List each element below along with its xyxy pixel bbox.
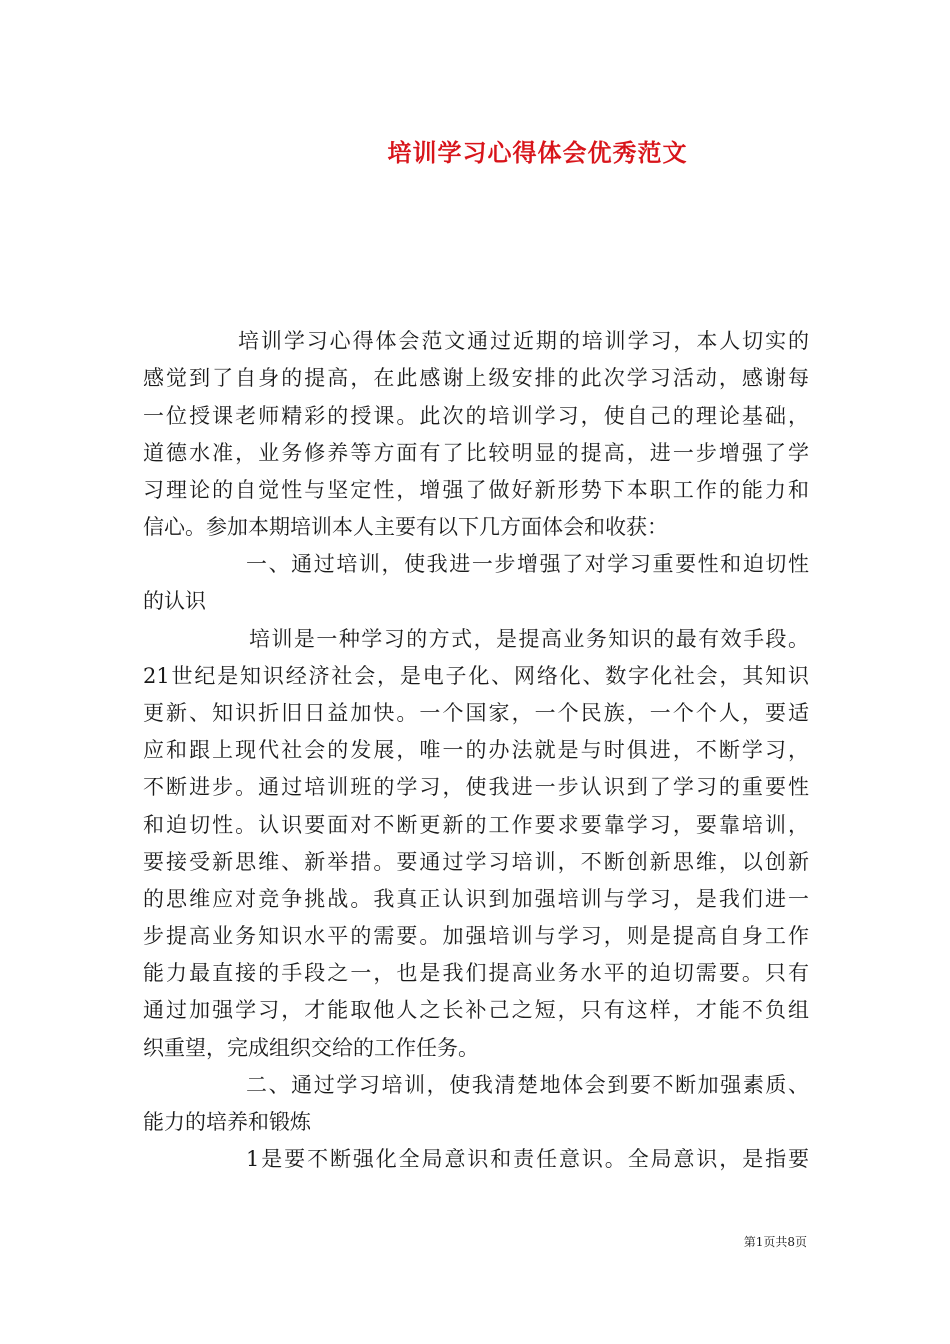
paragraph-line: 信心。参加本期培训本人主要有以下几方面体会和收获：	[143, 515, 668, 539]
paragraph-line: 一位授课老师精彩的授课。此次的培训学习，使自己的理论基础，	[143, 404, 809, 428]
paragraph-line: 和迫切性。认识要面对不断更新的工作要求要靠学习，要靠培训，	[143, 813, 809, 837]
paragraph-line: 能力最直接的手段之一，也是我们提高业务水平的迫切需要。只有	[143, 961, 809, 985]
paragraph-line: 应和跟上现代社会的发展，唯一的办法就是与时俱进，不断学习，	[143, 738, 809, 762]
paragraph-line: 通过加强学习，才能取他人之长补己之短，只有这样，才能不负组	[143, 998, 809, 1022]
section-heading-line: 一、通过培训，使我进一步增强了对学习重要性和迫切性	[246, 552, 809, 576]
paragraph-line: 织重望，完成组织交给的工作任务。	[143, 1036, 479, 1060]
page-number: 第1页共8页	[743, 1235, 807, 1249]
paragraph-line: 道德水准，业务修养等方面有了比较明显的提高，进一步增强了学	[143, 441, 809, 465]
paragraph-line: 不断进步。通过培训班的学习，使我进一步认识到了学习的重要性	[143, 775, 809, 799]
paragraph-line: 21世纪是知识经济社会，是电子化、网络化、数字化社会，其知识	[143, 664, 809, 688]
section-heading-line: 的认识	[143, 589, 206, 613]
paragraph-line: 习理论的自觉性与坚定性，增强了做好新形势下本职工作的能力和	[143, 478, 809, 502]
section-heading-line: 能力的培养和锻炼	[143, 1110, 311, 1134]
paragraph-line: 要接受新思维、新举措。要通过学习培训，不断创新思维，以创新	[143, 850, 809, 874]
paragraph-line: 的思维应对竞争挑战。我真正认识到加强培训与学习，是我们进一	[143, 887, 809, 911]
paragraph-line: 1是要不断强化全局意识和责任意识。全局意识，是指要	[246, 1147, 809, 1171]
paragraph-line: 步提高业务知识水平的需要。加强培训与学习，则是提高自身工作	[143, 924, 809, 948]
section-heading-line: 二、通过学习培训，使我清楚地体会到要不断加强素质、	[246, 1073, 809, 1097]
paragraph-line: 培训是一种学习的方式，是提高业务知识的最有效手段。	[249, 627, 809, 651]
paragraph-line: 培训学习心得体会范文通过近期的培训学习，本人切实的	[238, 329, 809, 353]
document-title: 培训学习心得体会优秀范文	[387, 138, 688, 167]
paragraph-line: 更新、知识折旧日益加快。一个国家，一个民族，一个个人，要适	[143, 701, 809, 725]
paragraph-line: 感觉到了自身的提高，在此感谢上级安排的此次学习活动，感谢每	[143, 366, 809, 390]
